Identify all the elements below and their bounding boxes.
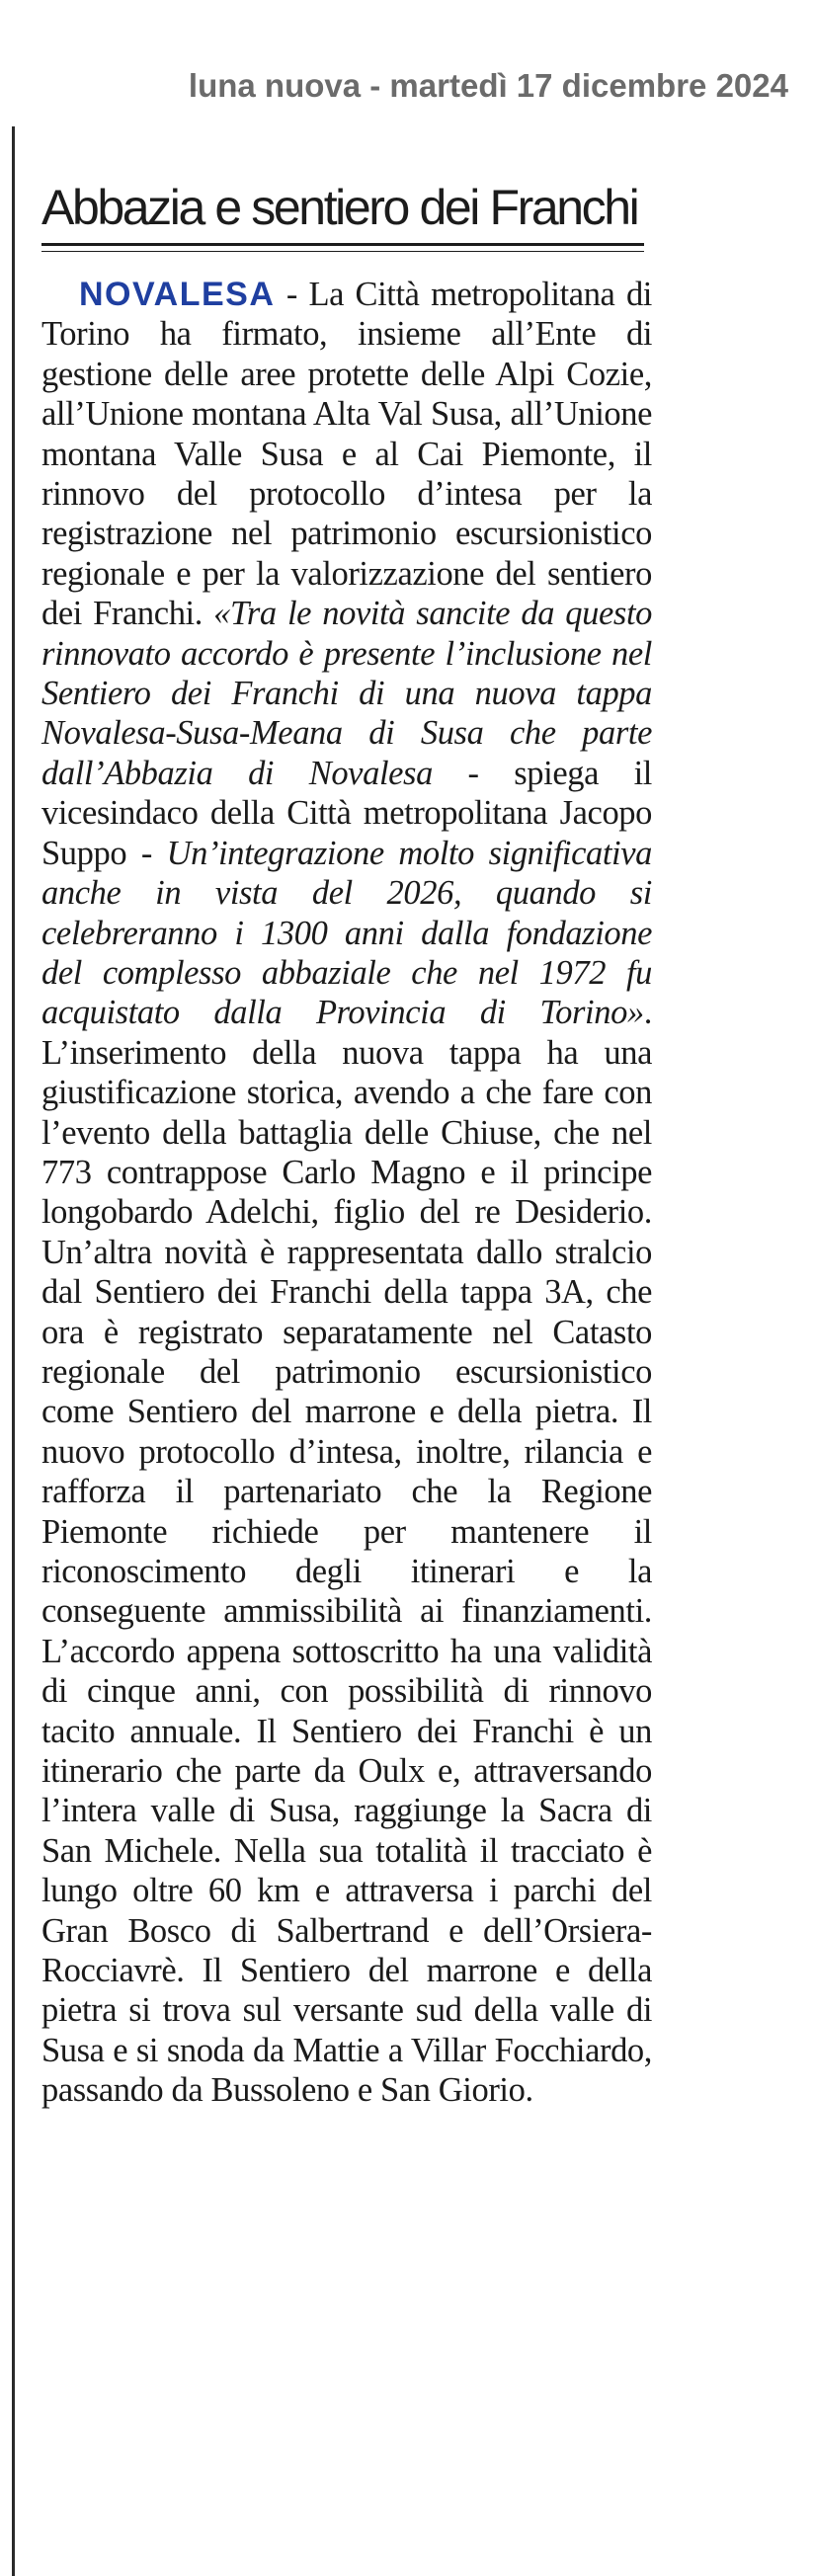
headline: Abbazia e sentiero dei Franchi [41, 180, 638, 235]
article-attribution: - spiega il vicesindaco della Città metropolitana Jacopo Suppo - [41, 754, 652, 872]
article-quote-1: «Tra le novità sancite da questo rinnovato accordo è presente l’inclusione nel Sentiero dei Franchi di una nuova tappa Novalesa-Susa-Meana di Susa che parte dall’Abbazia di Novalesa [41, 595, 652, 792]
article-paragraph [41, 275, 652, 2111]
headline-rule-thick [41, 243, 644, 246]
dateline: NOVALESA [79, 276, 276, 313]
article-body [41, 275, 652, 2111]
article-lead: - La Città metropolitana di Torino ha firmato, insieme all’Ente di gestione delle aree protette delle Alpi Cozie, all’Unione montana Alta Val Susa, all’Unione montana Valle Susa e al Cai Piemonte, il rinnovo del protocollo d’intesa per la registrazione nel patrimonio escursionistico regionale e per la valorizzazione del sentiero dei Franchi. [41, 276, 652, 633]
headline-rule-thin [41, 251, 644, 252]
article-text: . L’inserimento della nuova tappa ha una giustificazione storica, avendo a che fare con l’evento della battaglia delle Chiuse, che nel 773 contrappose Carlo Magno e il principe longobardo Adelchi, figlio del re Desiderio. Un’altra novità è rappresentata dallo stralcio dal Sentiero dei Franchi della tappa 3A, che ora è registrato separatamente nel Catasto regionale del patrimonio escursionistico come Sentiero del marrone e della pietra. Il nuovo protocollo d’intesa, inoltre, rilancia e rafforza il partenariato che la Regione Piemonte richiede per mantenere il riconoscimento degli itinerari e la conseguente ammissibilità ai finanziamenti. L’accordo appena sottoscritto ha una validità di cinque anni, con possibilità di rinnovo tacito annuale. Il Sentiero dei Franchi è un itinerario che parte da Oulx e, attraversando l’intera valle di Susa, raggiunge la Sacra di San Michele. Nella sua totalità il tracciato è lungo oltre 60 km e attraversa i parchi del Gran Bosco di Salbertrand e dell’Orsiera-Rocciavrè. Il Sentiero del marrone e della pietra si trova sul versante sud della valle di Susa e si snoda da Mattie a Villar Focchiardo, passando da Bussoleno e San Giorio. [41, 994, 652, 2110]
column-left-rule [12, 126, 15, 2576]
masthead: luna nuova - martedì 17 dicembre 2024 [188, 67, 788, 104]
article-quote-2: Un’integrazione molto significativa anche in vista del 2026, quando si celebreranno i 1300 anni dalla fondazione del complesso abbaziale che nel 1972 fu acquistato dalla Provincia di Torino» [41, 834, 652, 1032]
